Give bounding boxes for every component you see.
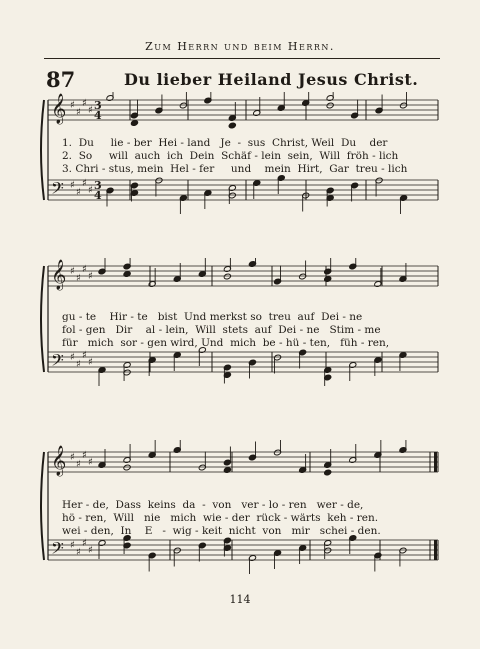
sharp-icon: ♯ [76, 107, 81, 118]
sharp-icon: ♯ [82, 178, 87, 189]
treble-clef-icon: 𝄞 [51, 446, 67, 476]
treble-staff [48, 92, 438, 129]
sharp-icon: ♯ [70, 452, 75, 463]
note-head [326, 102, 334, 109]
treble-clef-icon: 𝄞 [51, 94, 67, 124]
lyric-line-verse-1: Her - de, Dass keins da - von ver - lo - ren wer - de, [62, 499, 364, 511]
lyric-line-verse-1: 1. Du lie - ber Hei - land Je - sus Christ, Weil Du der [62, 137, 388, 149]
sharp-icon: ♯ [88, 105, 93, 116]
time-signature-bottom: 4 [94, 109, 102, 122]
page-number: 114 [229, 593, 251, 606]
sharp-icon: ♯ [88, 545, 93, 556]
lyric-line-verse-3: wei - den, In E - wig - keit nicht von mir schei - den. [62, 525, 381, 537]
sharp-icon: ♯ [88, 357, 93, 368]
brace-icon [41, 452, 44, 560]
note-head [130, 120, 138, 127]
lyric-line-verse-2: 2. So will auch ich Dein Schäf - lein sein, Will fröh - lich [62, 150, 399, 162]
sharp-icon: ♯ [88, 185, 93, 196]
sharp-icon: ♯ [70, 100, 75, 111]
running-head: Zum Herrn und beim Herrn. [145, 40, 335, 53]
final-barline [434, 540, 437, 560]
sharp-icon: ♯ [76, 547, 81, 558]
lyric-line-verse-3: für mich sor - gen wird, Und mich be - hü - ten, füh - ren, [62, 337, 390, 349]
bass-staff [48, 535, 438, 574]
bass-staff [48, 175, 438, 214]
sharp-icon: ♯ [76, 359, 81, 370]
sharp-icon: ♯ [82, 264, 87, 275]
note-head [123, 464, 131, 471]
treble-staff [48, 440, 438, 477]
note-head [324, 469, 332, 476]
lyrics-system-1 [62, 137, 438, 176]
sharp-icon: ♯ [82, 538, 87, 549]
time-signature-top: 3 [94, 99, 102, 112]
sharp-icon: ♯ [82, 98, 87, 109]
sharp-icon: ♯ [76, 273, 81, 284]
time-signature-bottom: 4 [94, 189, 102, 202]
treble-clef-icon: 𝄞 [51, 260, 67, 290]
bass-clef-icon: 𝄢 [51, 538, 64, 562]
sharp-icon: ♯ [70, 180, 75, 191]
treble-staff [48, 258, 438, 291]
sharp-icon: ♯ [88, 457, 93, 468]
sharp-icon: ♯ [82, 450, 87, 461]
head-rule [44, 58, 440, 59]
sharp-icon: ♯ [82, 350, 87, 361]
time-signature-top: 3 [94, 179, 102, 192]
sharp-icon: ♯ [70, 352, 75, 363]
bass-staff [48, 347, 438, 386]
sharp-icon: ♯ [70, 540, 75, 551]
lyric-line-verse-2: hö - ren, Will nie mich wie - der rück - wärts keh - ren. [62, 512, 379, 524]
lyrics-system-3 [62, 499, 438, 538]
sharp-icon: ♯ [76, 459, 81, 470]
lyrics-system-2 [62, 311, 438, 350]
lyric-line-verse-3: 3. Chri - stus, mein Hel - fer und mein Hirt, Gar treu - lich [62, 163, 408, 175]
sharp-icon: ♯ [88, 271, 93, 282]
bass-clef-icon: 𝄢 [51, 178, 64, 202]
lyric-line-verse-2: fol - gen Dir al - lein, Will stets auf Dei - ne Stim - me [62, 324, 381, 336]
brace-icon [41, 100, 44, 200]
sharp-icon: ♯ [76, 187, 81, 198]
bass-clef-icon: 𝄢 [51, 350, 64, 374]
brace-icon [41, 266, 44, 372]
lyric-line-verse-1: gu - te Hir - te bist Und merkst so treu auf Dei - ne [62, 311, 363, 323]
hymn-title: Du lieber Heiland Jesus Christ. [124, 70, 419, 89]
note-head [228, 122, 236, 129]
sharp-icon: ♯ [70, 266, 75, 277]
note-head [223, 273, 231, 280]
hymn-number: 87 [46, 67, 76, 92]
final-barline [434, 452, 437, 472]
